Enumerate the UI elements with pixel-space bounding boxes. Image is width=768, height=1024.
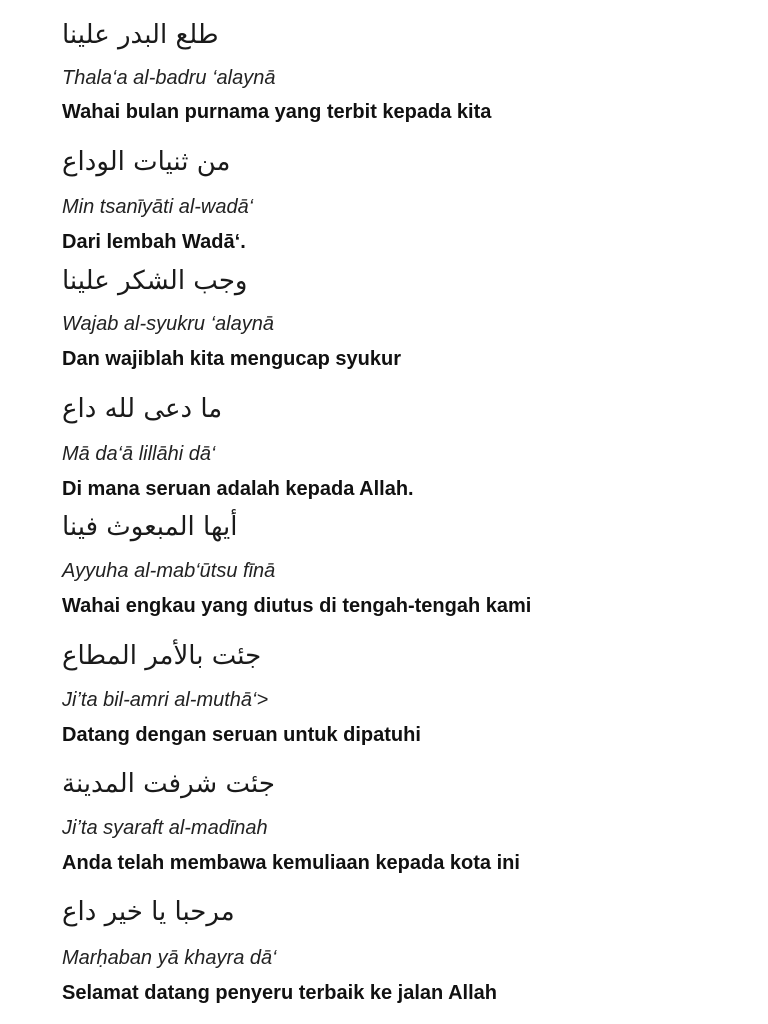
verse-8-meaning: Selamat datang penyeru terbaik ke jalan Allah: [62, 982, 497, 1004]
verse-4-meaning: Di mana seruan adalah kepada Allah.: [62, 478, 414, 500]
verse-6-meaning: Datang dengan seruan untuk dipatuhi: [62, 724, 421, 746]
verse-6-arabic: جئت بالأمر المطاع: [62, 641, 262, 671]
verse-3-transliteration: Wajab al-syukru ‘alaynā: [62, 313, 274, 335]
verse-6-transliteration: Ji’ta bil-amri al-muthā‘>: [62, 689, 269, 711]
verse-2-transliteration: Min tsanīyāti al-wadā‘: [62, 196, 254, 218]
verse-2-arabic: من ثنيات الوداع: [62, 147, 231, 177]
verse-5-meaning: Wahai engkau yang diutus di tengah-tengah kami: [62, 595, 532, 617]
verse-5-transliteration: Ayyuha al-mab‘ūtsu fīnā: [62, 560, 276, 582]
verse-1-transliteration: Thala‘a al-badru ‘alaynā: [62, 67, 276, 89]
verse-2-meaning: Dari lembah Wadā‘.: [62, 231, 246, 253]
verse-1-meaning: Wahai bulan purnama yang terbit kepada kita: [62, 101, 492, 123]
verse-4-arabic: ما دعى لله داع: [62, 394, 223, 424]
verse-3-arabic: وجب الشكر علينا: [62, 266, 248, 296]
verse-7-arabic: جئت شرفت المدينة: [62, 769, 275, 799]
verse-4-transliteration: Mā da‘ā lillāhi dā‘: [62, 443, 216, 465]
verse-3-meaning: Dan wajiblah kita mengucap syukur: [62, 348, 401, 370]
verse-8-transliteration: Marḥaban yā khayra dā‘: [62, 947, 277, 969]
verse-1-arabic: طلع البدر علينا: [62, 20, 219, 50]
verse-7-meaning: Anda telah membawa kemuliaan kepada kota ini: [62, 852, 520, 874]
verse-5-arabic: أيها المبعوث فينا: [62, 512, 238, 542]
verse-7-transliteration: Ji’ta syaraft al-madīnah: [62, 817, 268, 839]
verse-8-arabic: مرحبا يا خير داع: [62, 897, 235, 927]
